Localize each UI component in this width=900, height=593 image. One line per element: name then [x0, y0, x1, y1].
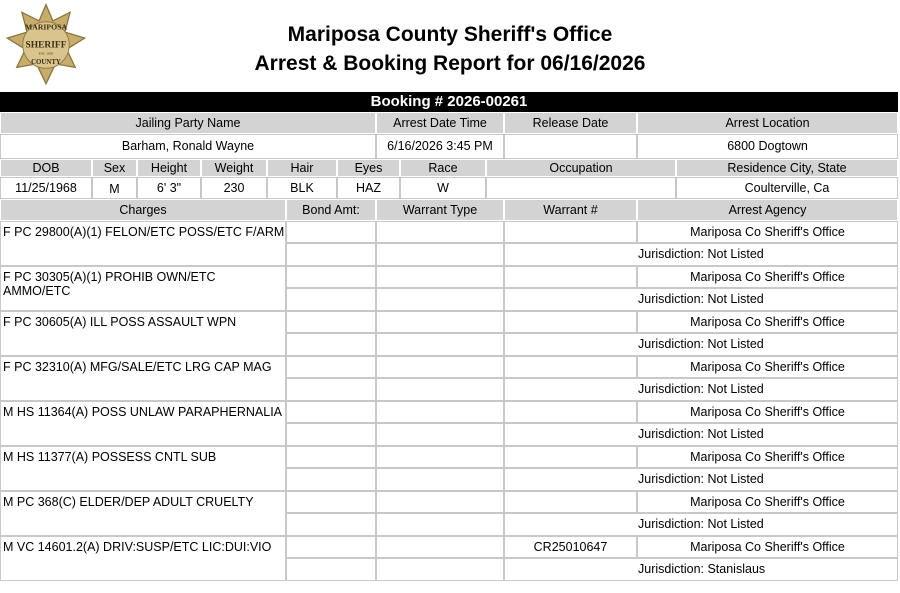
charge-warrant-number — [504, 221, 637, 243]
charge-warrant-number — [504, 446, 637, 468]
person-sex: M — [92, 177, 137, 199]
charge-bond-blank — [286, 423, 376, 446]
title-line-1: Mariposa County Sheriff's Office — [287, 23, 613, 46]
header-charges: Charges — [0, 199, 286, 221]
charge-description: F PC 29800(A)(1) FELON/ETC POSS/ETC F/ARM — [0, 221, 286, 266]
charge-description: F PC 30305(A)(1) PROHIB OWN/ETC AMMO/ETC — [0, 266, 286, 311]
charge-bond — [286, 356, 376, 378]
charge-warrant-number — [504, 356, 637, 378]
header-bond: Bond Amt: — [286, 199, 376, 221]
header-arrest-datetime: Arrest Date Time — [376, 112, 504, 134]
charge-warrant-type-blank — [376, 333, 504, 356]
header-arrest-agency: Arrest Agency — [637, 199, 898, 221]
charge-row — [0, 266, 898, 311]
header-release-date: Release Date — [504, 112, 637, 134]
charge-warrant-type-blank — [376, 378, 504, 401]
charge-arrest-agency: Mariposa Co Sheriff's Office — [637, 446, 898, 468]
title-line-2: Arrest & Booking Report for 06/16/2026 — [254, 52, 646, 75]
charge-warrant-type-blank — [376, 513, 504, 536]
header-occupation: Occupation — [486, 159, 676, 177]
arrest-datetime: 6/16/2026 3:45 PM — [376, 134, 504, 159]
header-sex: Sex — [92, 159, 137, 177]
header-warrant-num: Warrant # — [504, 199, 637, 221]
charge-arrest-agency: Mariposa Co Sheriff's Office — [637, 536, 898, 558]
person-hair: BLK — [267, 177, 337, 199]
charge-warrant-type — [376, 536, 504, 558]
arrest-location: 6800 Dogtown — [637, 134, 898, 159]
header-height: Height — [137, 159, 201, 177]
charge-warrant-type-blank — [376, 558, 504, 581]
person-residence: Coulterville, Ca — [676, 177, 898, 199]
header-eyes: Eyes — [337, 159, 400, 177]
charge-bond-blank — [286, 243, 376, 266]
charge-description: F PC 32310(A) MFG/SALE/ETC LRG CAP MAG — [0, 356, 286, 401]
charge-row — [0, 446, 898, 491]
header-row-3 — [0, 199, 898, 221]
badge-middle-text: SHERIFF — [25, 40, 67, 51]
charge-bond — [286, 491, 376, 513]
charge-description: M HS 11377(A) POSSESS CNTL SUB — [0, 446, 286, 491]
value-row-2 — [0, 177, 898, 199]
charge-warrant-number — [504, 311, 637, 333]
badge-bottom-text: COUNTY — [31, 58, 61, 66]
charge-bond — [286, 311, 376, 333]
charge-arrest-agency: Mariposa Co Sheriff's Office — [637, 401, 898, 423]
charge-jurisdiction: Jurisdiction: Not Listed — [504, 513, 898, 536]
charge-bond — [286, 266, 376, 288]
charge-jurisdiction: Jurisdiction: Not Listed — [504, 423, 898, 446]
charge-warrant-type — [376, 311, 504, 333]
charge-bond — [286, 536, 376, 558]
charge-bond — [286, 221, 376, 243]
charge-arrest-agency: Mariposa Co Sheriff's Office — [637, 266, 898, 288]
charge-warrant-number — [504, 491, 637, 513]
charge-warrant-type — [376, 446, 504, 468]
person-height: 6' 3" — [137, 177, 201, 199]
report-title — [0, 20, 900, 78]
badge-est-text: EST. 1850 — [38, 51, 54, 56]
person-occupation — [486, 177, 676, 199]
charge-bond-blank — [286, 468, 376, 491]
person-race: W — [400, 177, 486, 199]
charge-warrant-number — [504, 401, 637, 423]
charge-warrant-type — [376, 491, 504, 513]
booking-sheet — [0, 92, 898, 581]
charge-bond-blank — [286, 288, 376, 311]
charge-jurisdiction: Jurisdiction: Not Listed — [504, 333, 898, 356]
header-hair: Hair — [267, 159, 337, 177]
charge-description: M VC 14601.2(A) DRIV:SUSP/ETC LIC:DUI:VIO — [0, 536, 286, 581]
header-warrant-type: Warrant Type — [376, 199, 504, 221]
header-residence: Residence City, State — [676, 159, 898, 177]
charge-bond-blank — [286, 378, 376, 401]
charge-jurisdiction: Jurisdiction: Not Listed — [504, 288, 898, 311]
charge-row — [0, 401, 898, 446]
booking-number-bar: Booking # 2026-00261 — [0, 92, 898, 112]
badge-top-text: MARIPOSA — [24, 22, 68, 32]
charge-description: F PC 30605(A) ILL POSS ASSAULT WPN — [0, 311, 286, 356]
charge-bond-blank — [286, 513, 376, 536]
charge-jurisdiction: Jurisdiction: Stanislaus — [504, 558, 898, 581]
charge-bond — [286, 401, 376, 423]
person-name: Barham, Ronald Wayne — [0, 134, 376, 159]
charge-jurisdiction: Jurisdiction: Not Listed — [504, 468, 898, 491]
charge-warrant-type-blank — [376, 288, 504, 311]
charge-bond — [286, 446, 376, 468]
header-row-2 — [0, 159, 898, 177]
release-date — [504, 134, 637, 159]
charge-bond-blank — [286, 558, 376, 581]
charge-row — [0, 311, 898, 356]
charge-warrant-type — [376, 221, 504, 243]
charge-arrest-agency: Mariposa Co Sheriff's Office — [637, 491, 898, 513]
charge-warrant-type — [376, 356, 504, 378]
charge-warrant-type-blank — [376, 243, 504, 266]
person-dob: 11/25/1968 — [0, 177, 92, 199]
charge-row — [0, 221, 898, 266]
charge-row — [0, 536, 898, 581]
charge-row — [0, 356, 898, 401]
charge-warrant-number: CR25010647 — [504, 536, 637, 558]
charge-warrant-number — [504, 266, 637, 288]
header-arrest-location: Arrest Location — [637, 112, 898, 134]
charge-description: M HS 11364(A) POSS UNLAW PARAPHERNALIA — [0, 401, 286, 446]
charge-jurisdiction: Jurisdiction: Not Listed — [504, 378, 898, 401]
person-weight: 230 — [201, 177, 267, 199]
charge-warrant-type — [376, 266, 504, 288]
header-row-1 — [0, 112, 898, 134]
header-dob: DOB — [0, 159, 92, 177]
charge-warrant-type-blank — [376, 468, 504, 491]
value-row-1 — [0, 134, 898, 159]
charge-bond-blank — [286, 333, 376, 356]
header-jailing-party: Jailing Party Name — [0, 112, 376, 134]
header-weight: Weight — [201, 159, 267, 177]
charges-list — [0, 221, 898, 581]
charge-warrant-type-blank — [376, 423, 504, 446]
person-eyes: HAZ — [337, 177, 400, 199]
charge-description: M PC 368(C) ELDER/DEP ADULT CRUELTY — [0, 491, 286, 536]
charge-row — [0, 491, 898, 536]
charge-arrest-agency: Mariposa Co Sheriff's Office — [637, 221, 898, 243]
header-race: Race — [400, 159, 486, 177]
charge-arrest-agency: Mariposa Co Sheriff's Office — [637, 311, 898, 333]
charge-warrant-type — [376, 401, 504, 423]
charge-jurisdiction: Jurisdiction: Not Listed — [504, 243, 898, 266]
charge-arrest-agency: Mariposa Co Sheriff's Office — [637, 356, 898, 378]
